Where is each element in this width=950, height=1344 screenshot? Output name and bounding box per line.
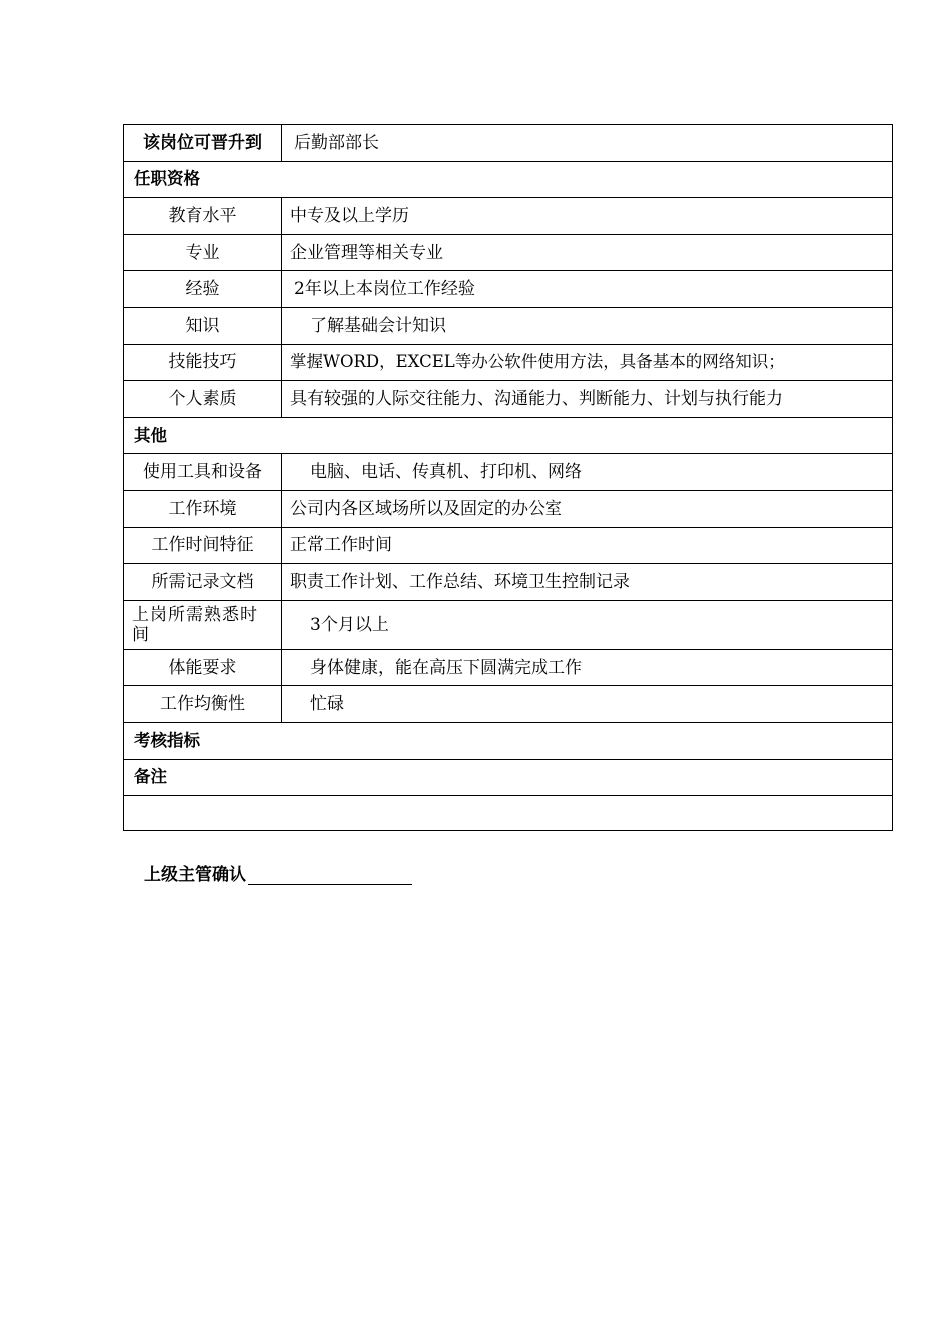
row-label: 使用工具和设备 xyxy=(124,454,282,491)
row-value: 职责工作计划、工作总结、环境卫生控制记录 xyxy=(282,564,893,601)
row-value: 公司内各区域场所以及固定的办公室 xyxy=(282,490,893,527)
section-assessment xyxy=(124,722,893,759)
row-value: 掌握WORD，EXCEL等办公软件使用方法，具备基本的网络知识； xyxy=(282,344,893,381)
table-row xyxy=(124,307,893,344)
row-value: 3个月以上 xyxy=(282,600,893,649)
row-label: 教育水平 xyxy=(124,198,282,235)
supervisor-confirmation xyxy=(144,860,412,885)
row-value: 电脑、电话、传真机、打印机、网络 xyxy=(282,454,893,491)
promotion-row xyxy=(124,125,893,162)
row-label: 工作时间特征 xyxy=(124,527,282,564)
row-label: 知识 xyxy=(124,307,282,344)
remarks-content-row xyxy=(124,796,893,831)
row-value: 中专及以上学历 xyxy=(282,198,893,235)
row-label: 上岗所需熟悉时间 xyxy=(124,600,282,649)
row-label: 工作均衡性 xyxy=(124,686,282,723)
promotion-label: 该岗位可晋升到 xyxy=(124,125,282,162)
table-row xyxy=(124,527,893,564)
job-description-table xyxy=(123,124,893,831)
table-row xyxy=(124,344,893,381)
section-other xyxy=(124,417,893,454)
section-qualifications xyxy=(124,161,893,198)
row-value: 2年以上本岗位工作经验 xyxy=(282,271,893,308)
table-row xyxy=(124,564,893,601)
row-label: 体能要求 xyxy=(124,649,282,686)
row-value: 身体健康，能在高压下圆满完成工作 xyxy=(282,649,893,686)
table-row xyxy=(124,234,893,271)
promotion-value: 后勤部部长 xyxy=(282,125,893,162)
section-title: 考核指标 xyxy=(124,722,893,759)
row-label: 个人素质 xyxy=(124,381,282,418)
table-row xyxy=(124,454,893,491)
section-title: 任职资格 xyxy=(124,161,893,198)
row-label: 工作环境 xyxy=(124,490,282,527)
section-remarks xyxy=(124,759,893,796)
table-row xyxy=(124,649,893,686)
table-row xyxy=(124,490,893,527)
row-value: 了解基础会计知识 xyxy=(282,307,893,344)
row-label: 所需记录文档 xyxy=(124,564,282,601)
row-label: 专业 xyxy=(124,234,282,271)
section-title: 备注 xyxy=(124,759,893,796)
table-row xyxy=(124,600,893,649)
table-row xyxy=(124,198,893,235)
table-row xyxy=(124,686,893,723)
table-row xyxy=(124,381,893,418)
row-value: 具有较强的人际交往能力、沟通能力、判断能力、计划与执行能力 xyxy=(282,381,893,418)
signature-line[interactable] xyxy=(248,866,412,885)
row-value: 正常工作时间 xyxy=(282,527,893,564)
section-title: 其他 xyxy=(124,417,893,454)
remarks-content xyxy=(124,796,893,831)
confirmation-label: 上级主管确认 xyxy=(144,865,246,885)
row-label: 技能技巧 xyxy=(124,344,282,381)
table-row xyxy=(124,271,893,308)
row-value: 忙碌 xyxy=(282,686,893,723)
row-value: 企业管理等相关专业 xyxy=(282,234,893,271)
row-label: 经验 xyxy=(124,271,282,308)
